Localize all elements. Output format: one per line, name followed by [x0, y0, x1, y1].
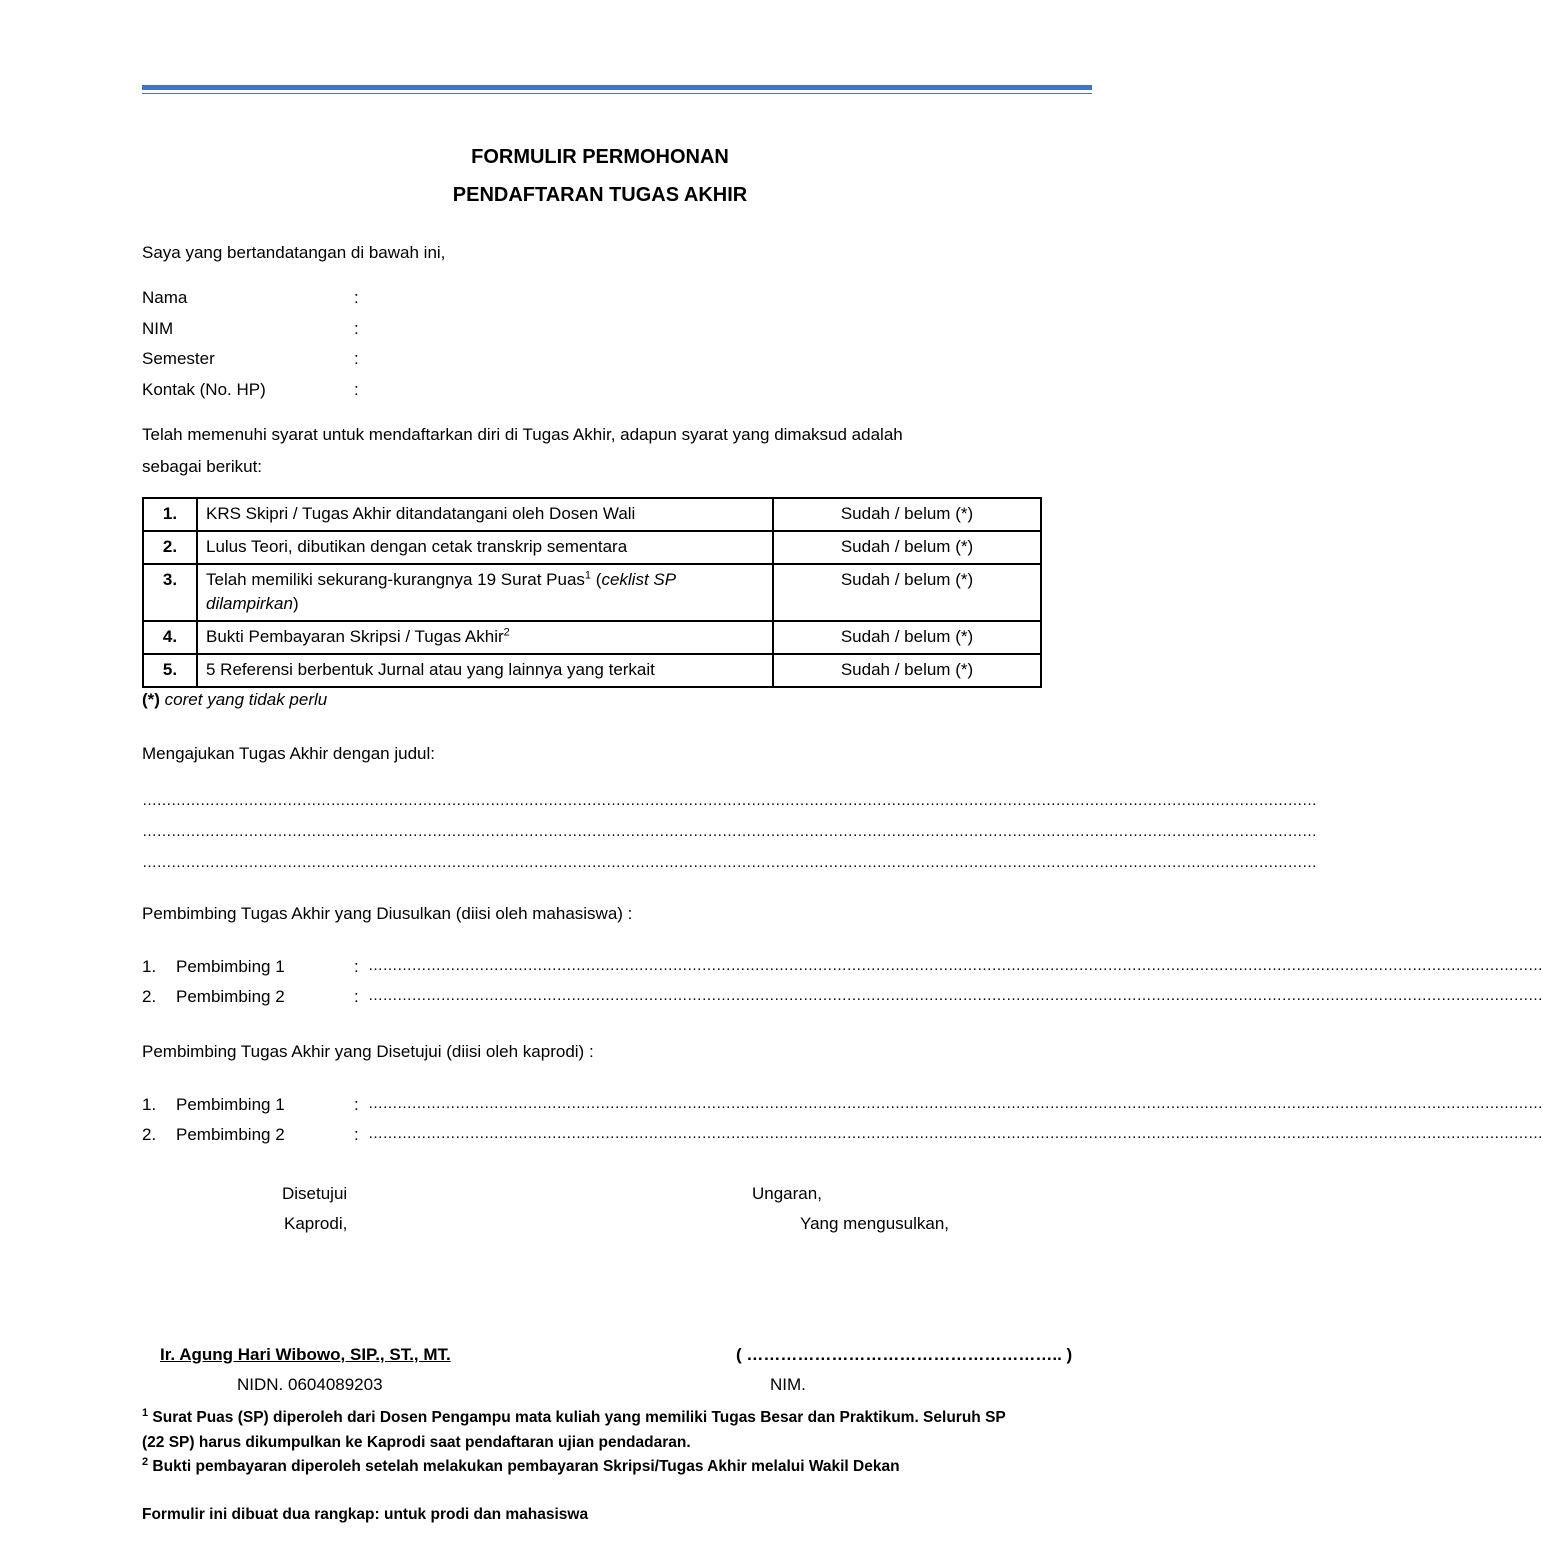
usulan-pembimbing-2: [142, 987, 1543, 1017]
field-colon: :: [354, 380, 359, 399]
field-nim: [142, 319, 642, 349]
list-number: 2.: [142, 987, 157, 1006]
footnote-mark: 2: [142, 1455, 149, 1468]
row-number: 3.: [143, 564, 197, 621]
setuju-pembimbing-2: [142, 1125, 1543, 1155]
list-colon: :: [354, 1125, 359, 1144]
row-number: 1.: [143, 498, 197, 531]
table-row: [143, 621, 1041, 654]
footnote-ref: 1: [584, 569, 592, 582]
kaprodi-name: Ir. Agung Hari Wibowo, SIP., ST., MT.: [160, 1345, 451, 1364]
field-semester: [142, 349, 642, 379]
field-label: Nama: [142, 288, 188, 307]
form-title-line2: PENDAFTARAN TUGAS AKHIR: [452, 184, 748, 206]
footnote-text: Surat Puas (SP) diperoleh dari Dosen Pengampu mata kuliah yang memiliki Tugas Besar dan Praktikum. Seluruh SP: [148, 1409, 1006, 1426]
student-nim: NIM.: [770, 1375, 806, 1394]
fill-line: ………………………………………………………………………………………………………………………………………………………………………………………………………………………: [368, 1125, 1543, 1142]
field-label: Kontak (No. HP): [142, 380, 266, 399]
closing-note: Formulir ini dibuat dua rangkap: untuk prodi dan mahasiswa: [142, 1506, 589, 1523]
kaprodi-nidn: NIDN. 0604089203: [237, 1375, 383, 1394]
list-number: 1.: [142, 957, 157, 976]
row-status: Sudah / belum (*): [773, 498, 1041, 531]
judul-line-2: ………………………………………………………………………………………………………………………………………………………………………………………………………………………: [142, 823, 1317, 840]
footnote-text: Bukti pembayaran diperoleh setelah melakukan pembayaran Skripsi/Tugas Akhir melalui Wakil Dekan: [148, 1458, 900, 1475]
fill-line: ………………………………………………………………………………………………………………………………………………………………………………………………………………………: [368, 987, 1543, 1004]
row-number: 5.: [143, 654, 197, 687]
sign-right-line2: Yang mengusulkan,: [800, 1214, 950, 1233]
header-rule: [142, 85, 1092, 90]
sign-left-line1: Disetujui: [282, 1184, 348, 1203]
table-row: [143, 654, 1041, 687]
judul-line-1: ………………………………………………………………………………………………………………………………………………………………………………………………………………………: [142, 792, 1317, 809]
row-number: 2.: [143, 531, 197, 564]
sign-left-line2: Kaprodi,: [284, 1214, 348, 1233]
requirements-intro: Telah memenuhi syarat untuk mendaftarkan diri di Tugas Akhir, adapun syarat yang dimaksud adalah: [142, 425, 903, 444]
requirement-italic-note: ceklist SP dilampirkan: [206, 570, 676, 613]
usulan-pembimbing-1: [142, 957, 1543, 987]
judul-label: Mengajukan Tugas Akhir dengan judul:: [142, 744, 435, 763]
row-requirement: 5 Referensi berbentuk Jurnal atau yang lainnya yang terkait: [197, 654, 773, 687]
header-rule-thin: [142, 93, 1092, 94]
table-note: [142, 690, 327, 710]
sign-right-line1: Ungaran,: [752, 1184, 822, 1203]
requirements-table: [142, 497, 1042, 688]
footnote-ref: 2: [503, 626, 510, 639]
row-requirement: KRS Skipri / Tugas Akhir ditandatangani oleh Dosen Wali: [197, 498, 773, 531]
list-colon: :: [354, 957, 359, 976]
row-status: Sudah / belum (*): [773, 654, 1041, 687]
row-number: 4.: [143, 621, 197, 654]
footnote-mark: 1: [142, 1406, 149, 1419]
field-nama: [142, 288, 642, 318]
row-status: Sudah / belum (*): [773, 621, 1041, 654]
list-colon: :: [354, 987, 359, 1006]
row-status: Sudah / belum (*): [773, 564, 1041, 621]
table-row: [143, 564, 1041, 621]
setuju-pembimbing-1: [142, 1095, 1543, 1125]
footnote-1-cont: (22 SP) harus dikumpulkan ke Kaprodi saat pendaftaran ujian pendadaran.: [142, 1434, 691, 1451]
note-marker: (*): [142, 690, 160, 709]
footnote-1: [142, 1406, 1006, 1427]
requirement-text: Bukti Pembayaran Skripsi / Tugas Akhir: [206, 627, 504, 646]
list-number: 1.: [142, 1095, 157, 1114]
row-status: Sudah / belum (*): [773, 531, 1041, 564]
list-number: 2.: [142, 1125, 157, 1144]
list-label: Pembimbing 1: [176, 1095, 285, 1114]
list-label: Pembimbing 2: [176, 1125, 285, 1144]
fill-line: ………………………………………………………………………………………………………………………………………………………………………………………………………………………: [368, 957, 1543, 974]
footnote-2: [142, 1455, 900, 1476]
usulan-title: Pembimbing Tugas Akhir yang Diusulkan (diisi oleh mahasiswa) :: [142, 904, 633, 923]
field-colon: :: [354, 319, 359, 338]
list-label: Pembimbing 2: [176, 987, 285, 1006]
requirement-text: Telah memiliki sekurang-kurangnya 19 Surat Puas: [206, 570, 585, 589]
form-title-line1: FORMULIR PERMOHONAN: [471, 146, 729, 168]
intro-text: Saya yang bertandatangan di bawah ini,: [142, 243, 446, 262]
list-label: Pembimbing 1: [176, 957, 285, 976]
student-signature-line: ( ……………………………………………….. ): [736, 1345, 1073, 1364]
fill-line: ………………………………………………………………………………………………………………………………………………………………………………………………………………………: [368, 1095, 1543, 1112]
row-requirement: [197, 621, 773, 654]
table-row: [143, 498, 1041, 531]
field-kontak: [142, 380, 642, 410]
requirement-paren-close: ): [292, 594, 299, 613]
setuju-title: Pembimbing Tugas Akhir yang Disetujui (diisi oleh kaprodi) :: [142, 1042, 594, 1061]
field-label: NIM: [142, 319, 174, 338]
row-requirement: [197, 564, 773, 621]
list-colon: :: [354, 1095, 359, 1114]
requirement-paren-open: (: [591, 570, 602, 589]
field-label: Semester: [142, 349, 215, 368]
field-colon: :: [354, 349, 359, 368]
row-requirement: Lulus Teori, dibutikan dengan cetak transkrip sementara: [197, 531, 773, 564]
note-text: coret yang tidak perlu: [159, 690, 328, 709]
requirements-intro-cont: sebagai berikut:: [142, 457, 263, 476]
field-colon: :: [354, 288, 359, 307]
judul-line-3: ………………………………………………………………………………………………………………………………………………………………………………………………………………………: [142, 854, 1317, 871]
table-row: [143, 531, 1041, 564]
